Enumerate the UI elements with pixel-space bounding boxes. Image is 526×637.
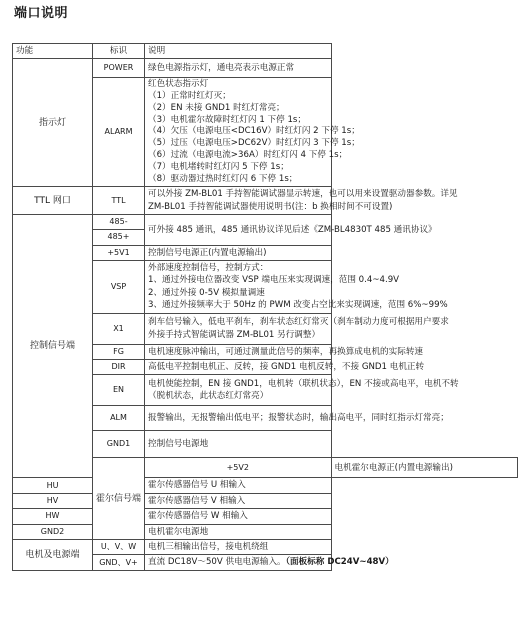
desc-hw: 霍尔传感器信号 W 相输入 xyxy=(145,509,332,524)
mark-x1: X1 xyxy=(93,313,145,344)
panel-rating-note: （面板标称 DC24V~48V） xyxy=(285,557,394,568)
table-row xyxy=(13,540,518,555)
desc-hu: 霍尔传感器信号 U 相输入 xyxy=(145,478,332,493)
desc-485: 可外接 485 通讯，485 通讯协议详见后述《ZM-BL4830T 485 通讯协议》 xyxy=(145,215,332,245)
header-function: 功能 xyxy=(13,44,93,59)
mark-gnd1: GND1 xyxy=(93,431,145,458)
desc-en: 电机使能控制，EN 接 GND1，电机转（联机状态），EN 不接或高电平，电机不转 （脱机状态，此状态红灯常亮） xyxy=(145,375,332,406)
mark-fg: FG xyxy=(93,344,145,359)
mark-alm: ALM xyxy=(93,406,145,431)
mark-5v2: +5V2 xyxy=(145,458,332,478)
table-header-row xyxy=(13,44,518,59)
mark-gnd2: GND2 xyxy=(13,524,93,539)
desc-gnd-vplus-text: 直流 DC18V～50V 供电电源输入。 xyxy=(148,557,286,568)
mark-alarm: ALARM xyxy=(93,78,145,187)
desc-dir: 高低电平控制电机正、反转，接 GND1 电机反转，不接 GND1 电机正转 xyxy=(145,360,332,375)
mark-hu: HU xyxy=(13,478,93,493)
desc-hv: 霍尔传感器信号 V 相输入 xyxy=(145,493,332,508)
desc-ttl: 可以外接 ZM-BL01 手持智能调试器显示转速，也可以用来设置驱动器参数。详见 ZM-BL01 手持智能调试器使用说明书(注：b 换相时间不可设置) xyxy=(145,187,332,215)
table-row xyxy=(13,187,518,215)
mark-ttl: TTL xyxy=(93,187,145,215)
port-table xyxy=(12,43,518,571)
mark-hw: HW xyxy=(13,509,93,524)
mark-485-plus: 485+ xyxy=(93,230,145,245)
group-motor-power: 电机及电源端 xyxy=(13,540,93,571)
desc-5v1: 控制信号电源正(内置电源输出) xyxy=(145,245,332,260)
mark-uvw: U、V、W xyxy=(93,540,145,555)
desc-vsp: 外部速度控制信号，控制方式： 1、通过外接电位器改变 VSP 端电压来实现调速，范围 0.4~4.9V 2、通过外接 0-5V 模拟量调速 3、通过外接频率大于 50Hz 的 PWM 改变占空比来实现调速，范围 6%~99% xyxy=(145,261,332,314)
desc-alm: 报警输出，无报警输出低电平；报警状态时，输出高电平，同时红指示灯常亮； xyxy=(145,406,332,431)
mark-vsp: VSP xyxy=(93,261,145,314)
desc-gnd1: 控制信号电源地 xyxy=(145,431,332,458)
mark-gnd-vplus: GND、V+ xyxy=(93,555,145,570)
mark-dir: DIR xyxy=(93,360,145,375)
table-row xyxy=(13,493,518,508)
table-row xyxy=(13,59,518,78)
document-title: 端口说明 xyxy=(14,6,69,21)
mark-hv: HV xyxy=(13,493,93,508)
mark-5v1: +5V1 xyxy=(93,245,145,260)
desc-uvw: 电机三相输出信号，接电机绕组 xyxy=(145,540,332,555)
header-mark: 标识 xyxy=(93,44,145,59)
desc-alarm: 红色状态指示灯 （1）正常时红灯灭； （2）EN 未接 GND1 时红灯常亮； （3）电机霍尔故障时红灯闪 1 下停 1s； （4）欠压（电源电压<DC16V）时红灯闪 2 下停 1s； （5）过压（电源电压>DC62V）时红灯闪 3 下停 1s； （6）过流（电源电流>36A）时红灯闪 4 下停 1s； （7）电机堵转时红灯闪 5 下停 1s； （8）驱动器过热时红灯闪 6 下停 1s； xyxy=(145,78,332,187)
mark-485-minus: 485- xyxy=(93,215,145,230)
table-row xyxy=(13,509,518,524)
mark-en: EN xyxy=(93,375,145,406)
desc-power: 绿色电源指示灯，通电亮表示电源正常 xyxy=(145,59,332,78)
group-indicator: 指示灯 xyxy=(13,59,93,187)
group-hall-signal: 霍尔信号端 xyxy=(93,458,145,540)
table-row xyxy=(13,478,518,493)
table-row xyxy=(13,524,518,539)
desc-gnd-vplus xyxy=(145,555,394,570)
desc-x1: 刹车信号输入，低电平刹车，刹车状态红灯常灭（刹车制动力度可根据用户要求 外接手持式智能调试器 ZM-BL01 另行调整） xyxy=(145,313,332,344)
group-control-signal: 控制信号端 xyxy=(13,215,93,478)
mark-power: POWER xyxy=(93,59,145,78)
group-ttl: TTL 网口 xyxy=(13,187,93,215)
desc-5v2: 电机霍尔电源正(内置电源输出) xyxy=(331,458,518,478)
header-description: 说明 xyxy=(145,44,332,59)
desc-gnd2: 电机霍尔电源地 xyxy=(145,524,332,539)
desc-fg: 电机速度脉冲输出，可通过测量此信号的频率，再换算成电机的实际转速 xyxy=(145,344,332,359)
table-row xyxy=(13,215,518,230)
